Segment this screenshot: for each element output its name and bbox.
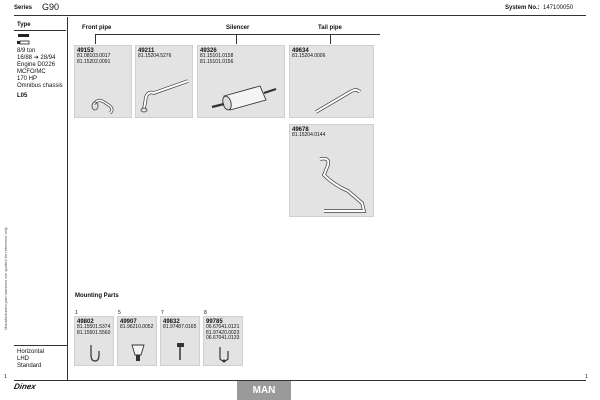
part-codes — [292, 133, 325, 139]
group-front-pipe: Front pipe — [82, 25, 112, 31]
part-number: 49211 — [138, 48, 155, 54]
oem-code: 81.15501.5374 — [77, 324, 111, 330]
type-line-chassis: Omnibus chassis — [17, 83, 63, 89]
brand-label: MAN — [252, 385, 276, 396]
type-line-power: 170 HP — [17, 76, 38, 82]
part-number: 49678 — [292, 127, 309, 133]
oem-code: 81.08103.0017 — [77, 53, 111, 59]
oem-code: 81.15101.0158 — [200, 53, 234, 59]
part-codes — [200, 54, 233, 65]
part-number: 49634 — [292, 48, 309, 54]
part-number: 49326 — [200, 48, 217, 54]
type-line-engine: Engine D0226 — [17, 62, 56, 68]
mounting-card[interactable] — [203, 316, 243, 366]
oem-code: 81.15202.0091 — [77, 58, 111, 65]
group-silencer: Silencer — [226, 25, 250, 31]
sidebar-divider — [67, 17, 68, 380]
drive-side: LHD — [17, 356, 30, 362]
part-card[interactable] — [289, 124, 374, 217]
mounting-number: 99785 — [206, 319, 223, 325]
part-number: 49153 — [77, 48, 94, 54]
series-value: G90 — [42, 2, 60, 12]
oem-code: 81.15204.0144 — [292, 132, 326, 138]
oem-code: 81.15204.0006 — [292, 53, 326, 59]
mounting-card[interactable] — [117, 316, 157, 366]
type-code: L05 — [17, 93, 28, 99]
mounting-index: 5 — [118, 310, 121, 316]
tail-pipe-drawing — [312, 84, 364, 116]
part-codes — [292, 54, 325, 60]
mounting-number: 49832 — [163, 319, 180, 325]
clamp-drawing — [87, 343, 101, 363]
oem-code: 81.15101.0156 — [200, 58, 234, 65]
variant: Standard — [17, 363, 42, 369]
vehicle-icon — [17, 32, 31, 46]
series-label: Series — [14, 5, 33, 11]
oem-code: 81.15204.5276 — [138, 53, 172, 59]
bracket-tick — [236, 34, 237, 44]
part-card[interactable] — [74, 45, 132, 118]
rubber-mount-drawing — [130, 341, 146, 363]
mounting-index: 1 — [75, 310, 78, 316]
mounting-codes — [77, 325, 110, 336]
bracket-tick — [95, 34, 96, 44]
part-card[interactable] — [197, 45, 285, 118]
part-codes — [77, 54, 110, 65]
system-label: System No.: — [505, 5, 540, 11]
mounting-codes — [206, 325, 239, 342]
page-number-left: 1 — [4, 374, 7, 380]
brand-tab — [237, 381, 291, 400]
bracket-tick — [330, 34, 331, 44]
oem-code: 81.96210.0052 — [120, 324, 154, 330]
mounting-number: 49802 — [77, 319, 94, 325]
oem-code: 81.97420.0023 — [206, 329, 240, 336]
sidebar-bottom-rule — [14, 345, 67, 346]
vertical-note: Manufacturers part numbers are quoted for reference only — [3, 227, 8, 330]
mounting-card[interactable] — [160, 316, 200, 366]
mounting-number: 49907 — [120, 319, 137, 325]
mounting-index: 8 — [204, 310, 207, 316]
oem-code: 06.67041.0133 — [206, 335, 240, 341]
type-label: Type — [17, 22, 31, 28]
group-tail-pipe: Tail pipe — [318, 25, 342, 31]
arrow-right-icon: ➔ — [33, 55, 39, 61]
oem-code: 81.15501.5560 — [77, 329, 111, 336]
type-line-model: MCFO/MC — [17, 69, 46, 75]
front-pipe-drawing — [140, 79, 192, 117]
bracket-drawing — [216, 345, 232, 365]
dinex-logo: Dinex — [13, 382, 37, 391]
type-line-tonnage: 8/9 ton — [17, 48, 36, 54]
front-pipe-drawing — [90, 96, 118, 116]
footer-rule — [14, 380, 586, 381]
system-value: 147100050 — [543, 5, 574, 11]
part-card[interactable] — [135, 45, 193, 118]
header-rule — [14, 15, 586, 16]
mounting-codes — [163, 325, 196, 331]
orientation: Horizontal — [17, 349, 45, 355]
group-bracket — [95, 34, 380, 35]
page-number-right: 1 — [585, 374, 588, 380]
type-rule — [14, 30, 66, 31]
mounting-card[interactable] — [74, 316, 114, 366]
mounting-index: 7 — [161, 310, 164, 316]
bolt-drawing — [175, 341, 187, 363]
oem-code: 06.67041.0121 — [206, 324, 240, 330]
part-card[interactable] — [289, 45, 374, 118]
date-to: 28/94 — [40, 55, 56, 61]
mounting-codes — [120, 325, 153, 331]
part-codes — [138, 54, 171, 60]
silencer-drawing — [202, 78, 282, 116]
mounting-title: Mounting Parts — [75, 293, 119, 299]
tail-pipe-drawing — [304, 155, 370, 215]
date-from: 16/88 — [17, 55, 33, 61]
oem-code: 81.97487.0165 — [163, 324, 197, 330]
type-line-dates — [17, 55, 77, 62]
